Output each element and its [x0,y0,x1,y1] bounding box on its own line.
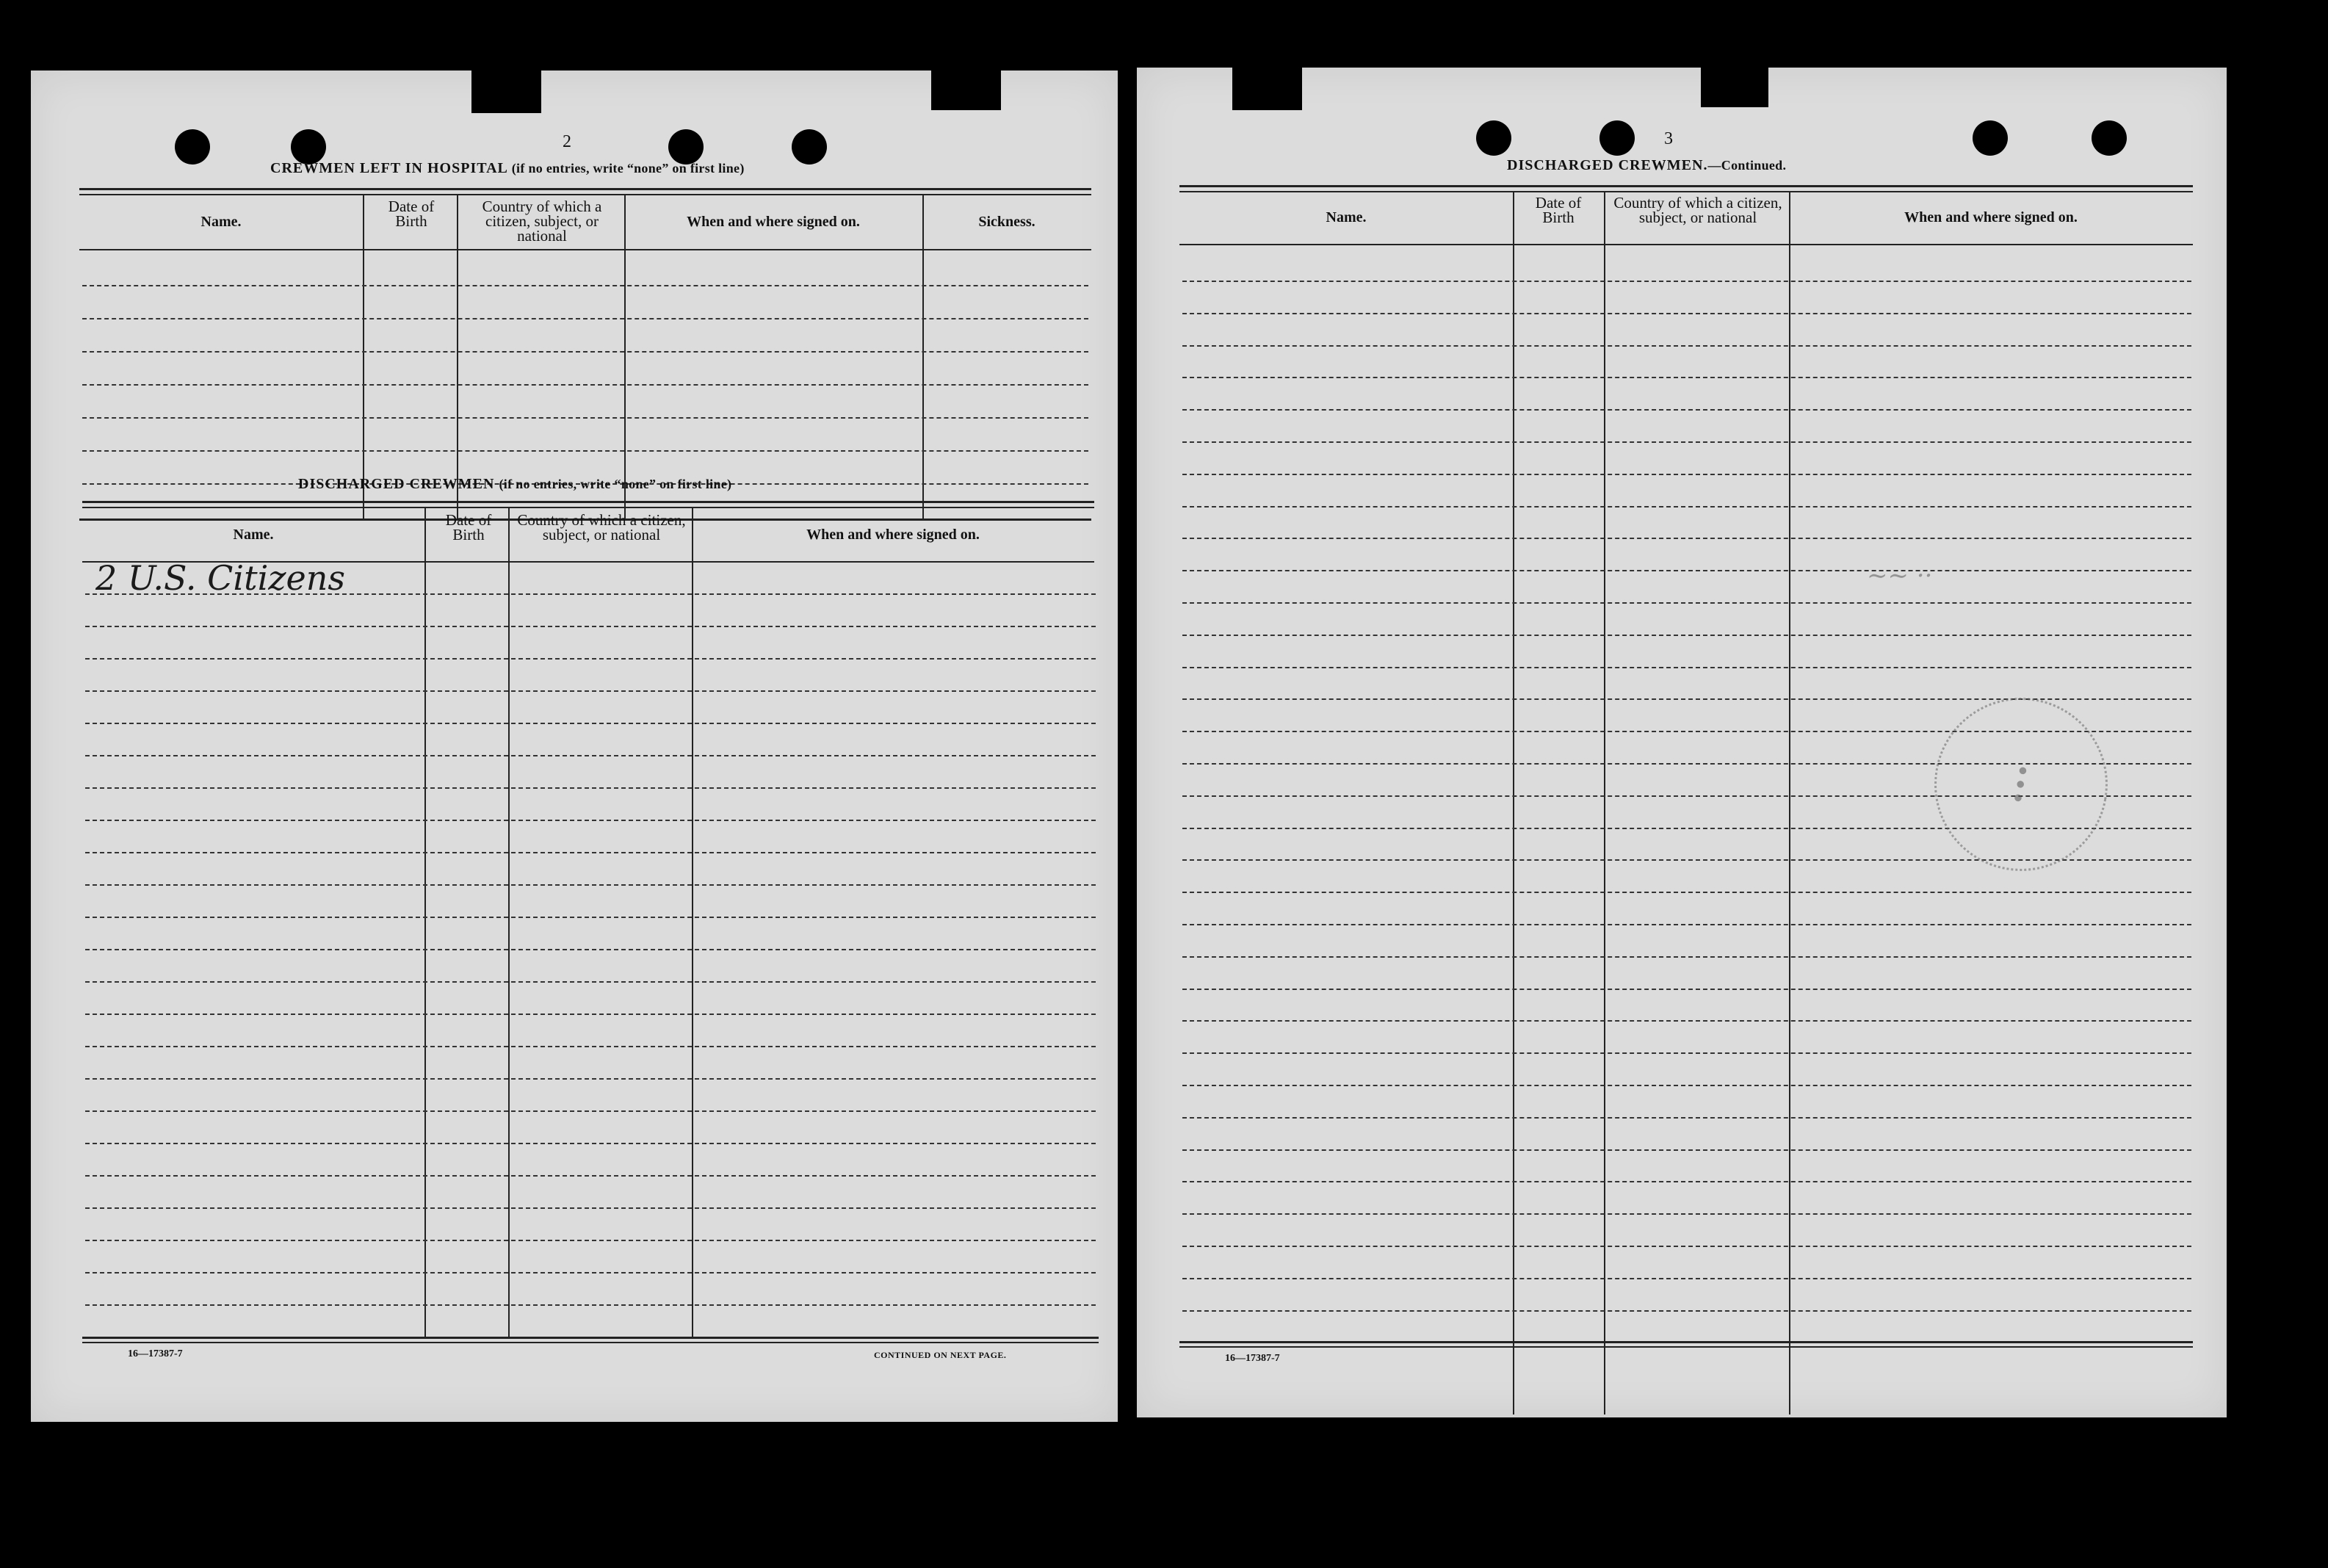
page-number: 3 [1664,129,1673,148]
entry-line [85,626,1096,627]
binder-tab-right-1 [1232,65,1302,110]
right-top-rule-2 [1179,191,2193,192]
inspection-stamp: ● ● ● [1920,684,2121,884]
entry-line [1182,345,2191,347]
entry-line [1182,441,2191,443]
discharged-col-signed: When and where signed on. [806,527,980,543]
hospital-col-country: Country of which a citizen, subject, or national [482,198,602,245]
hospital-col-signed: When and where signed on. [687,214,860,230]
entry-line [1182,570,2191,571]
entry-line [85,690,1096,692]
discharged-bottom-rule-2 [82,1342,1099,1343]
entry-line [85,820,1096,821]
hospital-col-dob: Date of Birth [388,198,435,230]
handwritten-entry: 2 U.S. Citizens [95,558,345,598]
discharged-col-dob: Date of Birth [445,511,492,543]
entry-line [85,1078,1096,1080]
form-number: 16—17387-7 [128,1348,183,1359]
right-col-country: Country of which a citizen, subject, or national [1613,194,1782,226]
entry-line [85,949,1096,950]
column-divider [508,507,510,1339]
form-number: 16—17387-7 [1225,1353,1280,1364]
entry-line [1182,892,2191,893]
page-number: 2 [563,132,571,151]
hospital-col-name: Name. [200,214,242,230]
entry-line [1182,1052,2191,1054]
entry-line [1182,281,2191,282]
entry-line [85,1272,1096,1273]
entry-line [85,723,1096,724]
entry-line [1182,506,2191,507]
right-col-signed: When and where signed on. [1904,209,2078,225]
entry-line [1182,635,2191,636]
entry-line [1182,667,2191,668]
entry-line [85,658,1096,660]
right-col-name: Name. [1326,209,1367,225]
hospital-heading-note: (if no entries, write “none” on first line) [511,161,745,176]
right-section-heading [1507,157,1786,174]
right-page [1137,68,2227,1417]
entry-line [85,1046,1096,1047]
entry-line [1182,1117,2191,1119]
column-divider [1604,191,1605,1415]
binder-tab-right-2 [1701,65,1768,107]
entry-line [1182,1085,2191,1086]
hospital-heading-main: CREWMEN LEFT IN HOSPITAL [270,160,507,176]
entry-line [85,884,1096,886]
entry-line [1182,313,2191,314]
entry-line [85,787,1096,789]
entry-line [85,1110,1096,1112]
entry-line [85,755,1096,756]
entry-line [85,917,1096,918]
entry-line [1182,1181,2191,1182]
right-top-rule [1179,185,2193,187]
entry-line [85,1143,1096,1144]
punch-hole [1599,120,1635,156]
discharged-bottom-rule [82,1337,1099,1339]
entry-line [85,1207,1096,1209]
entry-line [1182,1246,2191,1247]
discharged-heading-main: DISCHARGED CREWMEN [298,476,495,492]
entry-line [1182,602,2191,604]
entry-line [1182,409,2191,411]
column-divider [424,507,426,1339]
discharged-top-rule [82,501,1094,503]
entry-line [85,1304,1096,1306]
entry-line [1182,1310,2191,1312]
entry-line [85,593,1096,595]
hospital-col-sickness: Sickness. [978,214,1035,230]
entry-line [85,981,1096,983]
column-divider [1789,191,1790,1415]
left-page-lower [31,71,1118,1422]
entry-line [1182,1278,2191,1279]
entry-line [1182,377,2191,378]
entry-line [85,1175,1096,1177]
punch-hole [1973,120,2008,156]
right-heading-note: —Continued. [1707,158,1787,173]
discharged-col-name: Name. [233,527,274,543]
entry-line [85,1014,1096,1015]
faint-pencil-mark: ∼∼ ·· [1867,561,1933,590]
entry-line [1182,1149,2191,1151]
entry-line [1182,1213,2191,1215]
entry-line [1182,1020,2191,1022]
entry-line [1182,538,2191,539]
entry-line [1182,924,2191,925]
column-divider [692,507,693,1339]
right-header-rule [1179,244,2193,245]
punch-hole [1476,120,1511,156]
discharged-top-rule-2 [82,507,1094,508]
column-divider [1513,191,1514,1415]
right-heading-main: DISCHARGED CREWMEN. [1507,157,1708,173]
entry-line [1182,474,2191,475]
continued-note: CONTINUED ON NEXT PAGE. [874,1350,1007,1360]
entry-line [85,1240,1096,1241]
punch-hole [2092,120,2127,156]
right-col-dob: Date of Birth [1535,194,1582,226]
right-bottom-rule-2 [1179,1346,2193,1348]
discharged-heading-note: (if no entries, write “none” on first line) [499,477,732,491]
entry-line [1182,956,2191,958]
discharged-col-country: Country of which a citizen, subject, or national [517,511,686,543]
entry-line [1182,989,2191,990]
right-bottom-rule [1179,1341,2193,1343]
entry-line [85,852,1096,853]
